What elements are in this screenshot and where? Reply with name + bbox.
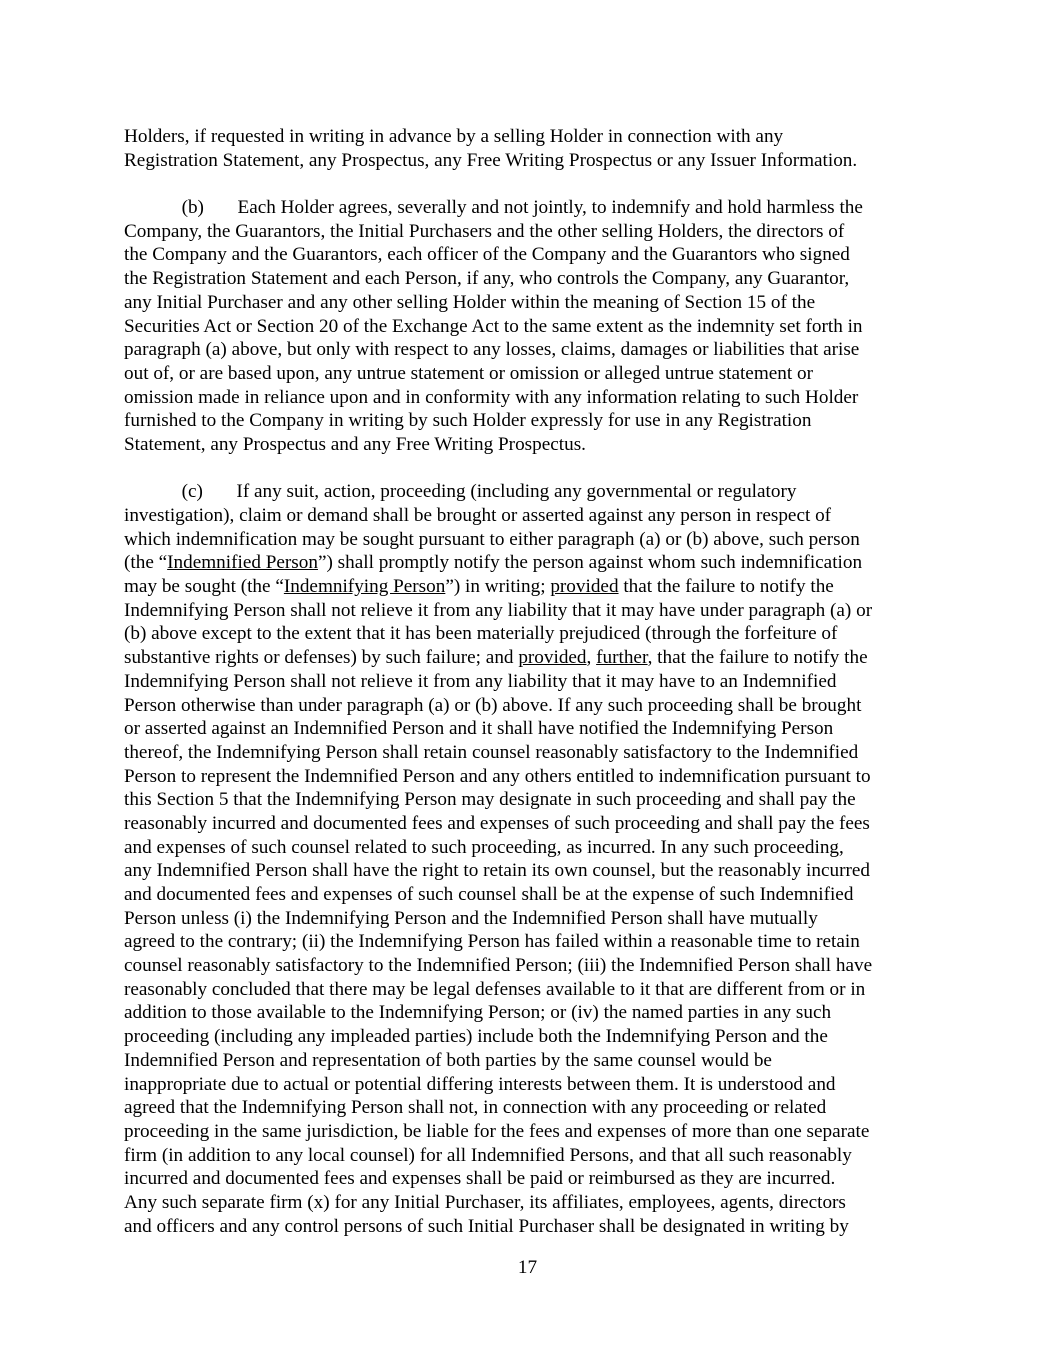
text-line: Indemnifying Person shall not relieve it from any liability that it may have to an Indemnified: [124, 670, 837, 692]
underlined-term: provided: [550, 576, 619, 598]
underlined-term: further: [596, 647, 648, 669]
text-line: proceeding in the same jurisdiction, be liable for the fees and expenses of more than one separate: [124, 1120, 870, 1142]
text-line: reasonably incurred and documented fees and expenses of such proceeding and shall pay the fees: [124, 812, 870, 834]
text-line: [124, 551, 944, 575]
text-line: Any such separate firm (x) for any Initial Purchaser, its affiliates, employees, agents, directors: [124, 1191, 846, 1213]
text-line: proceeding (including any impleaded parties) include both the Indemnifying Person and the: [124, 1026, 828, 1048]
text-segment: may be sought (the “: [124, 576, 284, 598]
underlined-term: Indemnified Person: [167, 552, 318, 574]
text-line: agreed that the Indemnifying Person shall not, in connection with any proceeding or related: [124, 1097, 827, 1119]
text-line: this Section 5 that the Indemnifying Person may designate in such proceeding and shall pay the: [124, 789, 856, 811]
text-line: Indemnifying Person shall not relieve it from any liability that it may have under paragraph (a) or: [124, 599, 873, 621]
document-body: [124, 125, 944, 1262]
page-number: 17: [517, 1257, 538, 1278]
text-line: Holders, if requested in writing in advance by a selling Holder in connection with any: [124, 126, 784, 147]
text-line: and officers and any control persons of such Initial Purchaser shall be designated in writing by: [124, 1215, 849, 1237]
text-line: Securities Act or Section 20 of the Exchange Act to the same extent as the indemnity set forth in: [124, 315, 863, 337]
text-line: and documented fees and expenses of such counsel shall be at the expense of such Indemnified: [124, 884, 854, 905]
text-line: thereof, the Indemnifying Person shall retain counsel reasonably satisfactory to the Indemnified: [124, 741, 859, 763]
text-line: Person unless (i) the Indemnifying Person and the Indemnified Person shall have mutually: [124, 907, 818, 929]
underlined-term: provided: [518, 647, 587, 669]
text-line: any Initial Purchaser and any other selling Holder within the meaning of Section 15 of the: [124, 291, 816, 313]
text-line: paragraph (a) above, but only with respect to any losses, claims, damages or liabilities that arise: [124, 339, 860, 361]
text-line: [124, 646, 944, 670]
text-line: Statement, any Prospectus and any Free Writing Prospectus.: [124, 433, 586, 455]
text-line: the Registration Statement and each Person, if any, who controls the Company, any Guarantor,: [124, 268, 850, 290]
text-line: [124, 575, 944, 599]
text-segment: ,: [586, 647, 597, 669]
text-line: and expenses of such counsel related to such proceeding, as incurred. In any such proceeding,: [124, 836, 844, 858]
paragraph-b: [124, 196, 944, 457]
text-line: Registration Statement, any Prospectus, any Free Writing Prospectus or any Issuer Information.: [124, 149, 858, 171]
text-line: Person to represent the Indemnified Person and any others entitled to indemnification pursuant to: [124, 765, 871, 787]
text-line: Company, the Guarantors, the Initial Purchasers and the other selling Holders, the directors of: [124, 220, 845, 242]
text-line: (c) If any suit, action, proceeding (including any governmental or regulatory: [124, 481, 797, 503]
text-segment: ”) shall promptly notify the person against whom such indemnification: [317, 552, 863, 574]
text-line: investigation), claim or demand shall be brought or asserted against any person in respect of: [124, 505, 832, 526]
text-segment: (the “: [124, 552, 168, 574]
text-segment: that the failure to notify the: [618, 576, 834, 598]
text-line: which indemnification may be sought pursuant to either paragraph (a) or (b) above, such person: [124, 528, 860, 550]
paragraph-a-continued: [124, 125, 944, 172]
text-segment: , that the failure to notify the: [647, 647, 868, 669]
text-line: (b) Each Holder agrees, severally and not jointly, to indemnify and hold harmless the: [124, 197, 863, 219]
paragraph-c: [124, 480, 944, 1238]
text-line: addition to those available to the Indemnifying Person; or (iv) the named parties in any such: [124, 1002, 832, 1024]
text-line: the Company and the Guarantors, each officer of the Company and the Guarantors who signed: [124, 244, 850, 266]
text-line: incurred and documented fees and expenses shall be paid or reimbursed as they are incurred.: [124, 1168, 836, 1190]
text-line: Indemnified Person and representation of both parties by the same counsel would be: [124, 1049, 772, 1071]
text-line: firm (in addition to any local counsel) for all Indemnified Persons, and that all such reasonably: [124, 1144, 852, 1166]
text-line: counsel reasonably satisfactory to the Indemnified Person; (iii) the Indemnified Person shall have: [124, 955, 873, 977]
text-line: (b) above except to the extent that it has been materially prejudiced (through the forfeiture of: [124, 623, 838, 645]
text-line: furnished to the Company in writing by such Holder expressly for use in any Registration: [124, 410, 812, 432]
text-line: reasonably concluded that there may be legal defenses available to it that are different from or in: [124, 978, 866, 1000]
text-line: out of, or are based upon, any untrue statement or omission or alleged untrue statement or: [124, 362, 813, 384]
text-line: any Indemnified Person shall have the right to retain its own counsel, but the reasonably incurred: [124, 860, 870, 882]
underlined-term: Indemnifying Person: [283, 576, 446, 598]
text-line: omission made in reliance upon and in conformity with any information relating to such Holder: [124, 386, 859, 408]
text-line: agreed to the contrary; (ii) the Indemnifying Person has failed within a reasonable time to retain: [124, 931, 860, 953]
text-line: inappropriate due to actual or potential differing interests between them. It is understood and: [124, 1073, 836, 1095]
text-segment: ”) in writing;: [445, 576, 551, 598]
text-segment: substantive rights or defenses) by such failure; and: [124, 647, 519, 669]
text-line: or asserted against an Indemnified Person and it shall have notified the Indemnifying Person: [124, 718, 834, 740]
text-line: Person otherwise than under paragraph (a) or (b) above. If any such proceeding shall be brought: [124, 694, 862, 716]
